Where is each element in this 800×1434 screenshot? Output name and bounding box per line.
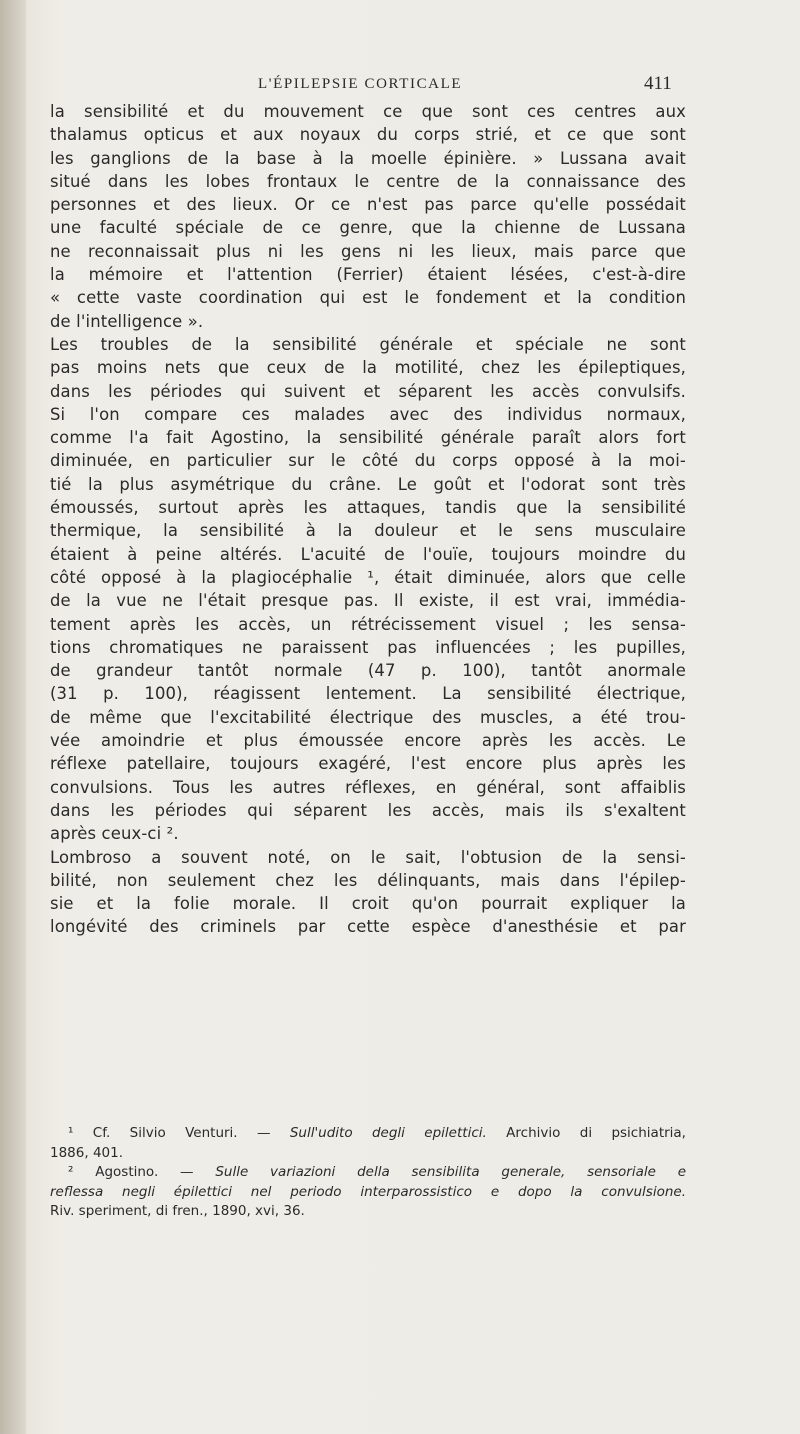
running-head: L'ÉPILEPSIE CORTICALE: [258, 76, 463, 92]
footnote-1-rest: Archivio di psichiatria,: [506, 1125, 686, 1141]
body-line: dans les périodes qui suivent et séparent les accès convulsifs.: [50, 381, 686, 401]
body-line: sie et la folie morale. Il croit qu'on pourrait expliquer la: [50, 894, 686, 914]
body-line: comme l'a fait Agostino, la sensibilité générale paraît alors fort: [50, 428, 686, 448]
body-line: longévité des criminels par cette espèce d'anesthésie et par: [50, 917, 686, 937]
body-line: ne reconnaissait plus ni les gens ni les lieux, mais parce que: [50, 241, 686, 261]
body-line: diminuée, en particulier sur le côté du corps opposé à la moi-: [50, 451, 686, 471]
footnote-2-line-2: reflessa negli épilettici nel periodo interparossistico e dopo la convulsione.: [50, 1183, 686, 1200]
body-line: la sensibilité et du mouvement ce que sont ces centres aux: [50, 102, 686, 121]
footnote-1-marker: ¹: [68, 1125, 74, 1141]
body-line: convulsions. Tous les autres réflexes, en général, sont affaiblis: [50, 777, 686, 797]
body-line: une faculté spéciale de ce genre, que la chienne de Lussana: [50, 218, 686, 238]
body-line: thalamus opticus et aux noyaux du corps strié, et ce que sont: [50, 125, 686, 145]
footnote-1-line-2: 1886, 401.: [50, 1144, 123, 1161]
body-line: de l'intelligence ».: [50, 311, 204, 331]
body-line: de la vue ne l'était presque pas. Il existe, il est vrai, immédia-: [50, 591, 686, 611]
book-spine-shadow: [0, 0, 26, 1434]
body-text: [50, 100, 686, 939]
body-line: les ganglions de la base à la moelle épinière. » Lussana avait: [50, 148, 686, 168]
body-line: Si l'on compare ces malades avec des individus normaux,: [50, 404, 686, 424]
footnote-1-line-1: [50, 1124, 686, 1144]
body-line: tement après les accès, un rétrécissement visuel ; les sensa-: [50, 614, 686, 634]
body-line: Lombroso a souvent noté, on le sait, l'obtusion de la sensi-: [50, 847, 686, 867]
body-line: réflexe patellaire, toujours exagéré, l'est encore plus après les: [50, 754, 686, 774]
body-line: de même que l'excitabilité électrique des muscles, a été trou-: [50, 707, 686, 727]
body-line: la mémoire et l'attention (Ferrier) étaient lésées, c'est-à-dire: [50, 265, 686, 285]
body-line: tions chromatiques ne paraissent pas influencées ; les pupilles,: [50, 637, 686, 657]
page-number: 411: [644, 73, 672, 94]
footnote-2-author: Agostino. —: [95, 1164, 194, 1180]
footnote-1-author: Cf. Silvio Venturi. —: [92, 1125, 271, 1141]
footnote-1-title: Sull'udito degli epilettici.: [289, 1125, 487, 1141]
body-line: personnes et des lieux. Or ce n'est pas parce qu'elle possédait: [50, 195, 686, 215]
body-line: de grandeur tantôt normale (47 p. 100), tantôt anormale: [50, 661, 686, 681]
body-line: étaient à peine altérés. L'acuité de l'ouïe, toujours moindre du: [50, 544, 686, 564]
footnotes: [50, 1124, 686, 1222]
body-line: Les troubles de la sensibilité générale et spéciale ne sont: [50, 334, 686, 354]
body-line: situé dans les lobes frontaux le centre de la connaissance des: [50, 171, 686, 191]
body-line: (31 p. 100), réagissent lentement. La sensibilité électrique,: [50, 684, 686, 704]
body-line: après ceux-ci ².: [50, 824, 179, 844]
body-line: côté opposé à la plagiocéphalie ¹, était diminuée, alors que celle: [50, 567, 686, 587]
body-line: tié la plus asymétrique du crâne. Le goût et l'odorat sont très: [50, 474, 686, 494]
footnote-2-line-1: [50, 1163, 686, 1183]
footnote-2-marker: ²: [68, 1164, 74, 1180]
footnote-2-line-3: Riv. speriment, di fren., 1890, xvi, 36.: [50, 1203, 305, 1219]
footnote-2-title-a: Sulle variazioni della sensibilita generale, sensoriale e: [215, 1164, 686, 1180]
body-line: bilité, non seulement chez les délinquants, mais dans l'épilep-: [50, 870, 686, 890]
body-line: thermique, la sensibilité à la douleur et le sens musculaire: [50, 521, 686, 541]
body-line: dans les périodes qui séparent les accès, mais ils s'exaltent: [50, 800, 686, 820]
page-header: [258, 73, 800, 102]
body-line: pas moins nets que ceux de la motilité, chez les épileptiques,: [50, 358, 686, 378]
body-line: vée amoindrie et plus émoussée encore après les accès. Le: [50, 731, 686, 751]
body-line: « cette vaste coordination qui est le fondement et la condition: [50, 288, 686, 308]
body-line: émoussés, surtout après les attaques, tandis que la sensibilité: [50, 498, 686, 518]
